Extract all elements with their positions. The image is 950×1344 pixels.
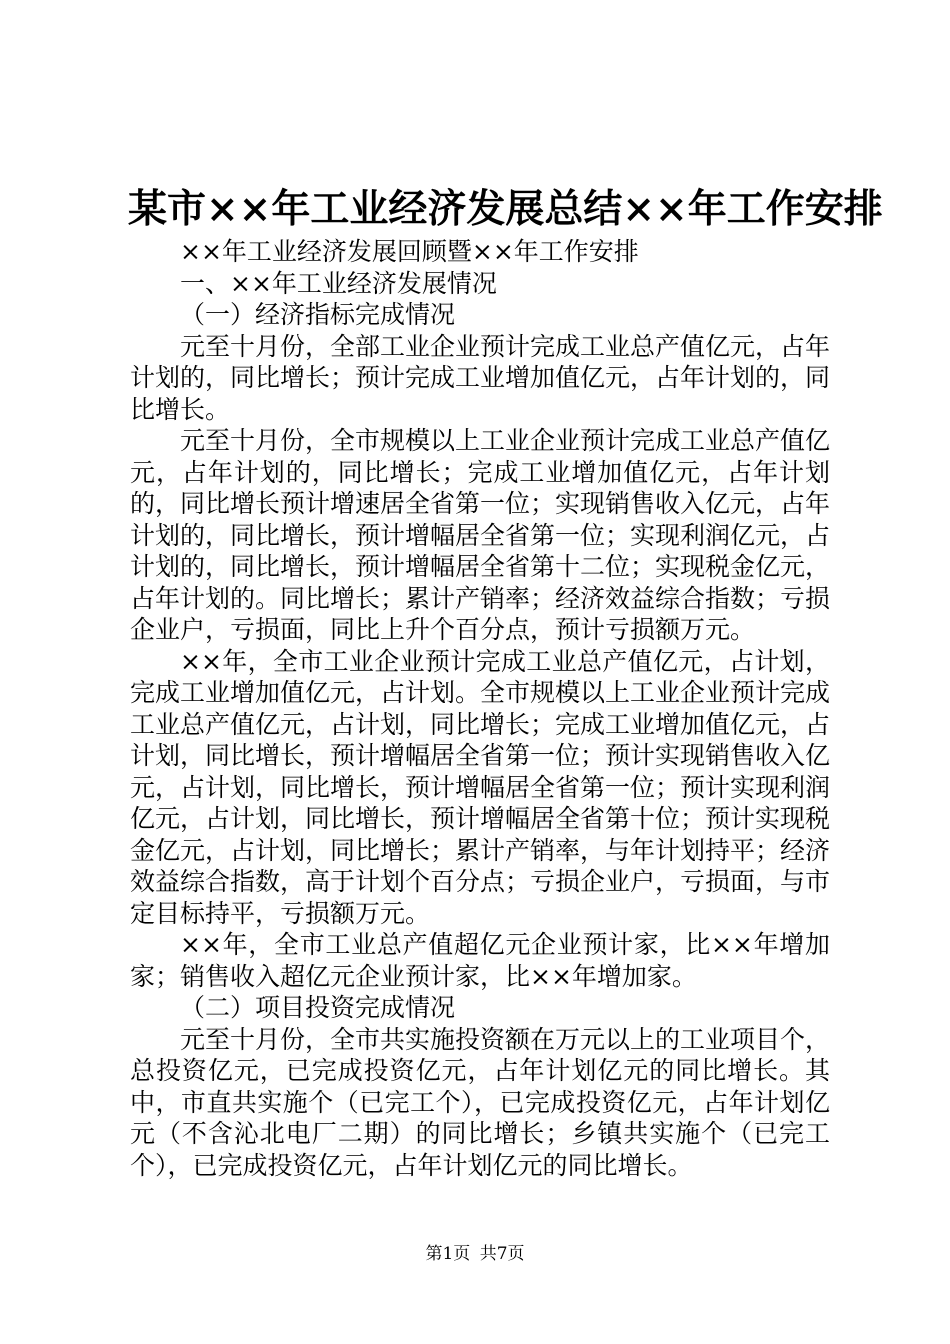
page-footer — [0, 1242, 950, 1266]
page-number-current: 第1页 — [425, 1244, 471, 1264]
paragraph: 元至十月份，全市共实施投资额在万元以上的工业项目个，总投资亿元，已完成投资亿元，占年计划亿元的同比增长。其中，市直共实施个（已完工个），已完成投资亿元，占年计划亿元（不含沁北电厂二期）的同比增长；乡镇共实施个（已完工个），已完成投资亿元，占年计划亿元的同比增长。 — [130, 1024, 831, 1180]
paragraph: 元至十月份，全部工业企业预计完成工业总产值亿元，占年计划的，同比增长；预计完成工业增加值亿元，占年计划的，同比增长。 — [130, 331, 831, 424]
paragraph: ××年，全市工业企业预计完成工业总产值亿元，占计划，完成工业增加值亿元，占计划。全市规模以上工业企业预计完成工业总产值亿元，占计划，同比增长；完成工业增加值亿元，占计划，同比增长，预计增幅居全省第一位；预计实现销售收入亿元，占计划，同比增长，预计增幅居全省第一位；预计实现利润亿元，占计划，同比增长，预计增幅居全省第十位；预计实现税金亿元，占计划，同比增长；累计产销率，与年计划持平；经济效益综合指数，高于计划个百分点；亏损企业户，亏损面，与市定目标持平，亏损额万元。 — [130, 646, 831, 928]
paragraph: 元至十月份，全市规模以上工业企业预计完成工业总产值亿元，占年计划的，同比增长；完成工业增加值亿元，占年计划的，同比增长预计增速居全省第一位；实现销售收入亿元，占年计划的，同比增长，预计增幅居全省第一位；实现利润亿元，占计划的，同比增长，预计增幅居全省第十二位；实现税金亿元，占年计划的。同比增长；累计产销率；经济效益综合指数；亏损企业户，亏损面，同比上升个百分点，预计亏损额万元。 — [130, 426, 831, 644]
subsection-heading-1: （一）经济指标完成情况 — [180, 300, 456, 329]
paragraph: ××年，全市工业总产值超亿元企业预计家，比××年增加家；销售收入超亿元企业预计家，比××年增加家。 — [130, 930, 830, 991]
document-body — [130, 236, 830, 1181]
section-heading-1: 一、××年工业经济发展情况 — [180, 268, 497, 298]
document-title: 某市××年工业经济发展总结××年工作安排 — [128, 186, 883, 232]
paragraph-subtitle: ××年工业经济发展回顾暨××年工作安排 — [180, 237, 639, 266]
page-number-total: 共7页 — [479, 1244, 525, 1264]
subsection-heading-2: （二）项目投资完成情况 — [180, 993, 456, 1022]
